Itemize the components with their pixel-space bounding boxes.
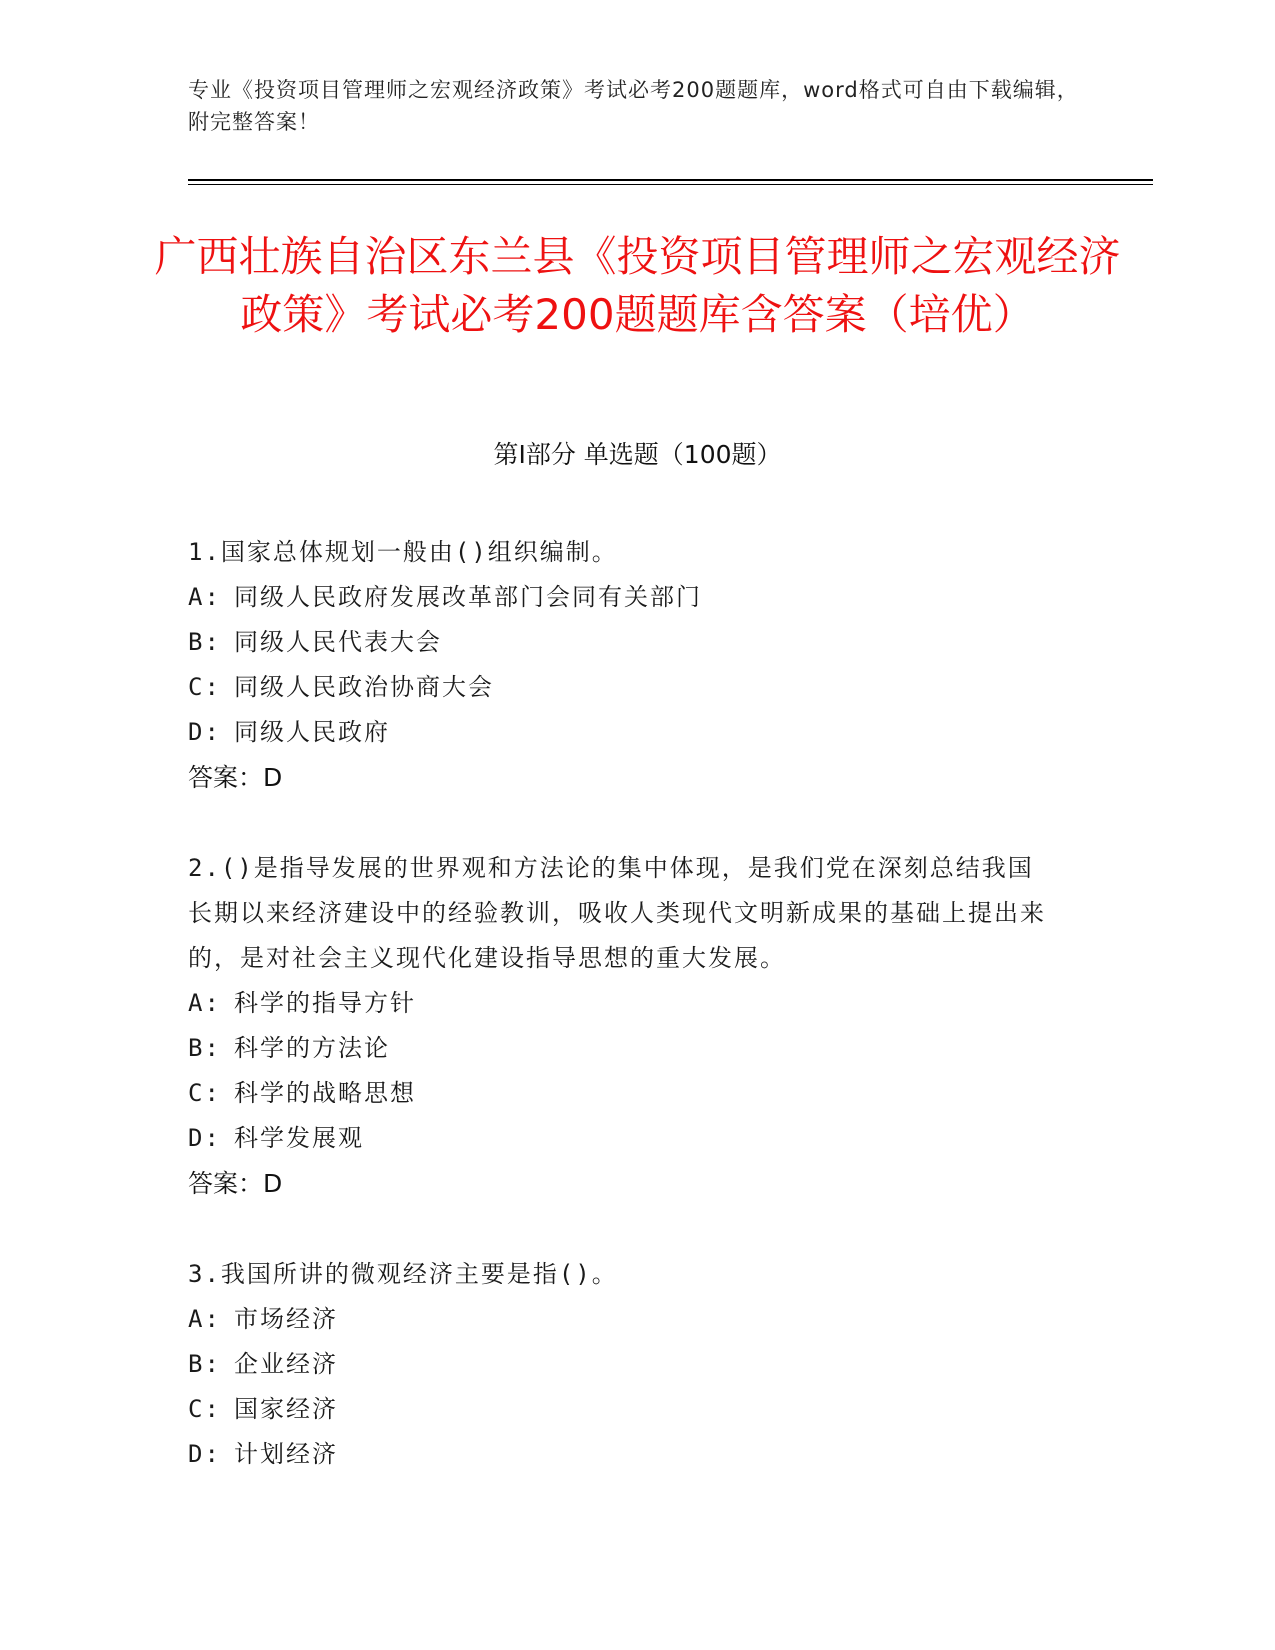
- question-item: [188, 530, 1058, 800]
- question-spacer: [188, 800, 1058, 846]
- option-letter: B:: [188, 1350, 221, 1378]
- option-a: [188, 575, 1058, 620]
- option-letter: C:: [188, 1079, 221, 1107]
- option-letter: A:: [188, 583, 221, 611]
- option-b: [188, 1026, 1058, 1071]
- option-letter: D:: [188, 1124, 221, 1152]
- answer-line: 答案：D: [188, 763, 283, 792]
- option-b: [188, 1342, 1058, 1387]
- option-text: 同级人民政府发展改革部门会同有关部门: [234, 583, 702, 611]
- question-item: [188, 1252, 1058, 1477]
- option-letter: C:: [188, 673, 221, 701]
- question-stem: 国家总体规划一般由()组织编制。: [220, 538, 618, 566]
- option-letter: D:: [188, 718, 221, 746]
- question-number: 1.: [188, 538, 221, 566]
- question-stem: ()是指导发展的世界观和方法论的集中体现，是我们党在深刻总结我国长期以来经济建设中的经验教训，吸收人类现代文明新成果的基础上提出来的，是对社会主义现代化建设指导思想的重大发展。: [188, 854, 1046, 972]
- option-c: [188, 1387, 1058, 1432]
- option-c: [188, 1071, 1058, 1116]
- question-text: [188, 846, 1058, 981]
- option-d: [188, 1116, 1058, 1161]
- option-text: 科学的指导方针: [234, 989, 416, 1017]
- option-text: 科学发展观: [234, 1124, 364, 1152]
- option-letter: D:: [188, 1440, 221, 1468]
- option-letter: B:: [188, 1034, 221, 1062]
- section-heading: 第I部分 单选题（100题）: [493, 440, 782, 469]
- question-stem: 我国所讲的微观经济主要是指()。: [220, 1260, 618, 1288]
- option-b: [188, 620, 1058, 665]
- option-text: 科学的战略思想: [234, 1079, 416, 1107]
- option-text: 企业经济: [234, 1350, 338, 1378]
- option-letter: B:: [188, 628, 221, 656]
- question-number: 2.: [188, 854, 221, 882]
- header-rule-thick: [188, 179, 1153, 181]
- option-letter: A:: [188, 989, 221, 1017]
- option-text: 同级人民代表大会: [234, 628, 442, 656]
- question-item: [188, 846, 1058, 1206]
- page-header-note: 专业《投资项目管理师之宏观经济政策》考试必考200题题库，word格式可自由下载编辑，附完整答案！: [188, 78, 1079, 134]
- question-spacer: [188, 1206, 1058, 1252]
- option-letter: A:: [188, 1305, 221, 1333]
- option-text: 同级人民政治协商大会: [234, 673, 494, 701]
- header-rule-thin: [188, 184, 1153, 185]
- option-text: 市场经济: [234, 1305, 338, 1333]
- option-text: 计划经济: [234, 1440, 338, 1468]
- option-d: [188, 1432, 1058, 1477]
- option-a: [188, 1297, 1058, 1342]
- option-d: [188, 710, 1058, 755]
- question-number: 3.: [188, 1260, 221, 1288]
- option-text: 科学的方法论: [234, 1034, 390, 1062]
- option-c: [188, 665, 1058, 710]
- question-list: [188, 530, 1058, 1477]
- option-text: 同级人民政府: [234, 718, 390, 746]
- answer-line: 答案：D: [188, 1169, 283, 1198]
- option-a: [188, 981, 1058, 1026]
- question-text: [188, 530, 1058, 575]
- question-text: [188, 1252, 1058, 1297]
- document-title: 广西壮族自治区东兰县《投资项目管理师之宏观经济政策》考试必考200题题库含答案（培优）: [154, 232, 1121, 339]
- option-text: 国家经济: [234, 1395, 338, 1423]
- option-letter: C:: [188, 1395, 221, 1423]
